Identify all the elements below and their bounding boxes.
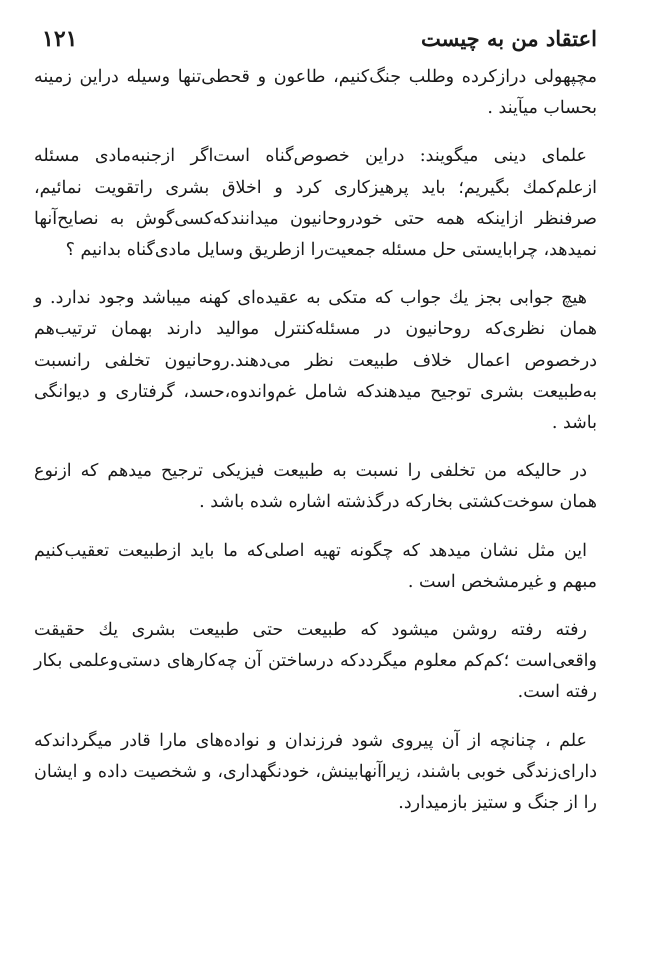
body-text	[34, 62, 597, 819]
paragraph-6: رفته رفته روشن میشود که طبیعت حتی طبیعت بشری یك حقیقت واقعی‌است ؛کم‌کم معلوم میگرددکه درساختن آن چه‌کارهای دستی‌وعلمی بکار رفته است.	[34, 620, 597, 703]
paragraph-1: مچپهولی درازکرده وطلب جنگ‌کنیم، طاعون و قحطی‌تنها وسیله دراین زمینه بحساب میآیند .	[34, 67, 597, 119]
paragraph-3: هیچ جوابی بجز یك جواب که متکی به عقیده‌ای کهنه میباشد وجود ندارد. و همان نظری‌که روحانیون در مسئله‌کنترل موالید دارند بهمان ترتیب‌هم درخصوص اعمال خلاف طبیعت نظر می‌دهند.روحانیون تخلفی رانسبت به‌طبیعت بشری توجیح میدهندکه شامل غم‌واندوه،حسد، گرفتاری و دیوانگی باشد .	[34, 288, 597, 434]
paragraph-4: در حالیکه من تخلفی را نسبت به طبیعت فیزیکی ترجیح میدهم که ازنوع همان سوخت‌کشتی بخارکه درگذشته اشاره شده باشد .	[34, 461, 597, 513]
page-number: ۱۲۱	[42, 26, 78, 52]
running-title: اعتقاد من به چیست	[420, 26, 597, 51]
paragraph-5: این مثل نشان میدهد که چگونه تهیه اصلی‌که ما باید ازطبیعت تعقیب‌کنیم مبهم و غیرمشخص است .	[34, 540, 597, 592]
page-header	[42, 24, 597, 54]
paragraph-7: علم ، چنانچه از آن پیروی شود فرزندان و نواده‌های مارا قادر میگرداندکه دارای‌زندگی خوبی باشند، زیرا‌آنهابینش، خودنگهداری، و شخصیت داده و ایشان را از جنگ و ستیز بازمیدارد.	[34, 730, 597, 814]
paragraph-2: علمای دینی میگویند: دراین خصوص‌گناه است‌اگر ازجنبه‌مادی مسئله ازعلم‌کمك بگیریم؛ باید پرهیزکاری کرد و اخلاق بشری راتقویت نمائیم، صرفنظر ازاینکه همه حتی خودروحانیون میدانندکه‌کسی‌گوش به نصایح‌آنها نمیدهد، چرابایستی حل مسئله جمعیت‌را ازطریق وسایل مادی‌گناه بدانیم ؟	[34, 146, 597, 261]
